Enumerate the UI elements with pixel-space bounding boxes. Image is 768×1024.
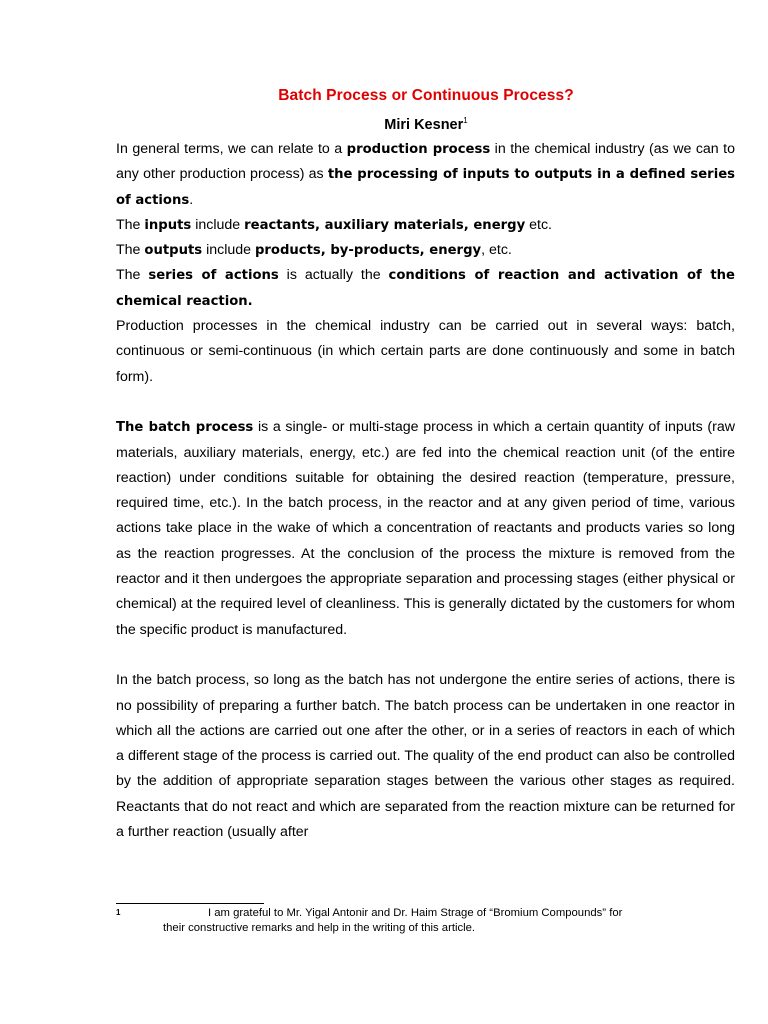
text-run: , etc. <box>481 242 512 259</box>
text-run: include <box>202 242 255 259</box>
text-run: include <box>191 216 245 233</box>
text-run: is actually the <box>278 267 389 284</box>
paragraph-outputs <box>116 238 735 263</box>
text-run: . <box>189 191 194 208</box>
footnote-marker: 1 <box>116 908 121 917</box>
bold-term: series of actions <box>148 268 279 284</box>
bold-term: inputs <box>144 217 192 233</box>
paragraph-batch-series <box>116 668 735 845</box>
text-run: etc. <box>525 216 552 233</box>
paragraph-production-process <box>116 137 735 213</box>
footnote <box>116 906 736 936</box>
footnote-separator <box>116 903 264 904</box>
text-run: In the batch process, so long as the batch has not undergone the entire series of actions, there is no possibility of preparing a further batch. The batch process can be undertaken in one reactor in which all the actions are carried out one after the other, or in a series of reactors in each of which a different stage of the process is carried out. The quality of the end product can also be controlled by the addition of appropriate separation stages between the various other stages as required. Reactants that do not react and which are separated from the reaction mixture can be returned for a further reaction (usually after <box>116 672 735 841</box>
paragraph-series-of-actions <box>116 263 735 314</box>
text-run: The <box>116 216 145 233</box>
author-line <box>0 117 768 133</box>
bold-term: production process <box>346 142 491 157</box>
document-body <box>116 137 735 845</box>
bold-term: reactants, auxiliary materials, energy <box>244 217 526 233</box>
footnote-text-line-2: their constructive remarks and help in the writing of this article. <box>163 922 476 934</box>
author-name: Miri Kesner <box>384 117 464 133</box>
document-title: Batch Process or Continuous Process? <box>278 87 574 104</box>
footnote-reference[interactable]: 1 <box>463 116 468 125</box>
footnote-text-line-1: I am grateful to Mr. Yigal Antonir and Dr. Haim Strage of “Bromium Compounds” for <box>208 907 623 919</box>
paragraph-gap <box>116 643 735 668</box>
text-run: The <box>116 242 145 259</box>
text-run: Production processes in the chemical industry can be carried out in several ways: batch, continuous or semi-continuous (in which certain parts are done continuously and some in batch form). <box>116 318 735 385</box>
paragraph-gap <box>116 390 735 415</box>
bold-term: products, by-products, energy <box>254 243 482 259</box>
text-run: The <box>116 267 149 284</box>
bold-term: outputs <box>144 243 203 259</box>
text-run: is a single- or multi-stage process in which a certain quantity of inputs (raw materials, auxiliary materials, energy, etc.) are fed into the chemical reaction unit (of the entire reaction) under conditions suitable for obtaining the desired reaction (temperature, pressure, required time, etc.). In the batch process, in the reactor and at any given period of time, various actions take place in the wake of which a concentration of reactants and products varies so long as the reaction progresses. At the conclusion of the process the mixture is removed from the reactor and it then undergoes the appropriate separation and processing stages (either physical or chemical) at the required level of cleanliness. This is generally dictated by the customers for whom the specific product is manufactured. <box>116 419 735 638</box>
text-run: in the chemical industry (as we can to any other production process) as <box>116 141 736 183</box>
text-run: In general terms, we can relate to a <box>116 141 347 157</box>
paragraph-inputs <box>116 213 735 238</box>
paragraph-batch-process <box>116 415 735 643</box>
bold-term: the processing of inputs to outputs in a defined series of actions <box>116 167 736 208</box>
paragraph-production-ways <box>116 314 735 390</box>
bold-term: conditions of reaction and activation of the chemical reaction. <box>116 268 735 309</box>
bold-term: The batch process <box>116 420 254 436</box>
